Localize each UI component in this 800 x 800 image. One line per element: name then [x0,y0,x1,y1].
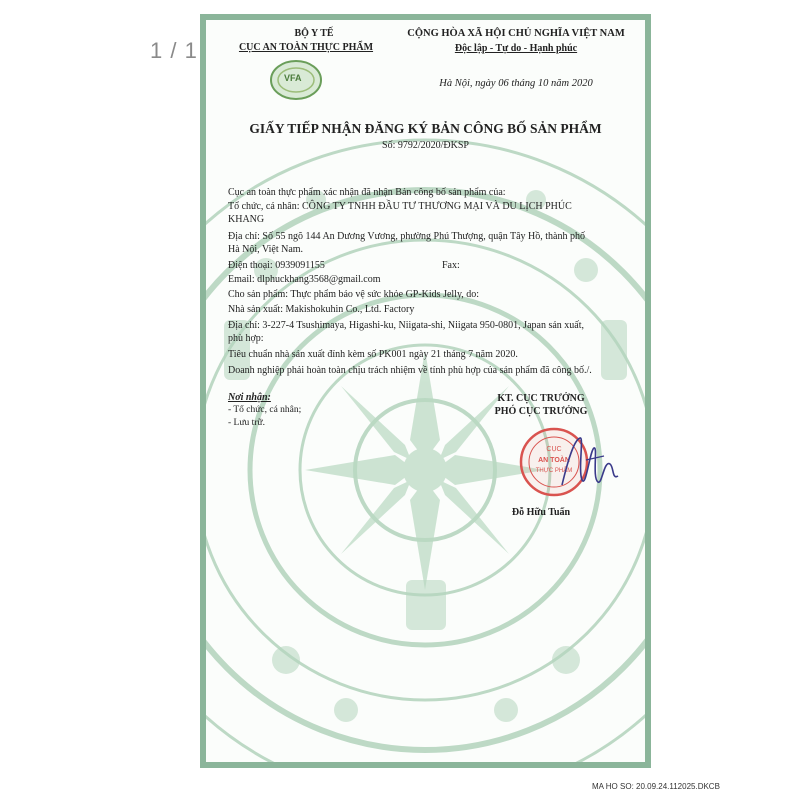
signer-name: Đỗ Hữu Tuấn [511,507,571,518]
signature-title-1: KT. CỤC TRƯỞNG [497,393,585,404]
place-date: Hà Nội, ngày 06 tháng 10 năm 2020 [439,78,593,89]
manufacturer-address-line-2: phù hợp: [228,333,264,344]
manufacturer-address-line-1: Địa chỉ: 3-227-4 Tsushimaya, Higashi-ku, Niigata-shi, Niigata 950-0801, Japan sản xuất, [228,320,584,331]
country-name: CỘNG HÒA XÃ HỘI CHỦ NGHĨA VIỆT NAM [407,28,625,39]
dossier-code: MA HO SO: 20.09.24.112025.DKCB [592,782,720,791]
handwritten-signature [556,430,626,495]
signature-title-2: PHÓ CỤC TRƯỞNG [494,406,588,417]
document-number: Số: 9792/2020/ĐKSP [382,140,469,151]
document-page [200,14,651,768]
email: Email: dlphuckhang3568@gmail.com [228,274,381,285]
organization-line-1: Tổ chức, cá nhân: CÔNG TY TNHH ĐẦU TƯ THƯƠNG MẠI VÀ DU LỊCH PHÚC [228,201,572,212]
recipient-item: - Lưu trữ. [228,418,265,428]
recipients-heading: Nơi nhận: [228,392,271,403]
stamp-text-top: CỤC [546,446,562,453]
recipient-item: - Tổ chức, cá nhân; [228,405,302,415]
stamp-text-bottom: THỰC PHẨM [535,468,573,474]
national-motto: Độc lập - Tự do - Hạnh phúc [454,43,578,54]
document-title: GIẤY TIẾP NHẬN ĐĂNG KÝ BẢN CÔNG BỐ SẢN PHẨM [249,121,602,136]
manufacturer: Nhà sản xuất: Makishokuhin Co., Ltd. Factory [228,304,415,315]
stamp-text-mid: AN TOÀN [538,457,570,464]
agency-name: CỤC AN TOÀN THỰC PHẨM [238,42,374,53]
fax: Fax: [442,260,460,271]
standard: Tiêu chuẩn nhà sản xuất đính kèm số PK001 ngày 21 tháng 7 năm 2020. [228,349,518,360]
responsibility: Doanh nghiệp phải hoàn toàn chịu trách nhiệm về tính phù hợp của sản phẩm đã công bố./. [228,365,592,376]
address-line-1: Địa chỉ: Số 55 ngõ 144 An Dương Vương, phường Phú Thượng, quận Tây Hồ, thành phố [228,231,585,242]
product: Cho sản phẩm: Thực phẩm bảo vệ sức khỏe GP-Kids Jelly, do: [228,289,480,300]
address-line-2: Hà Nội, Việt Nam. [228,244,304,255]
ministry-name: BỘ Y TẾ [294,28,334,39]
page-indicator: 1 / 1 [150,38,198,63]
organization-line-2: KHANG [228,214,265,225]
phone: Điện thoại: 0939091155 [228,260,325,271]
intro-text: Cục an toàn thực phẩm xác nhận đã nhận Bản công bố sản phẩm của: [228,187,506,198]
logo-text: VFA [284,73,302,83]
